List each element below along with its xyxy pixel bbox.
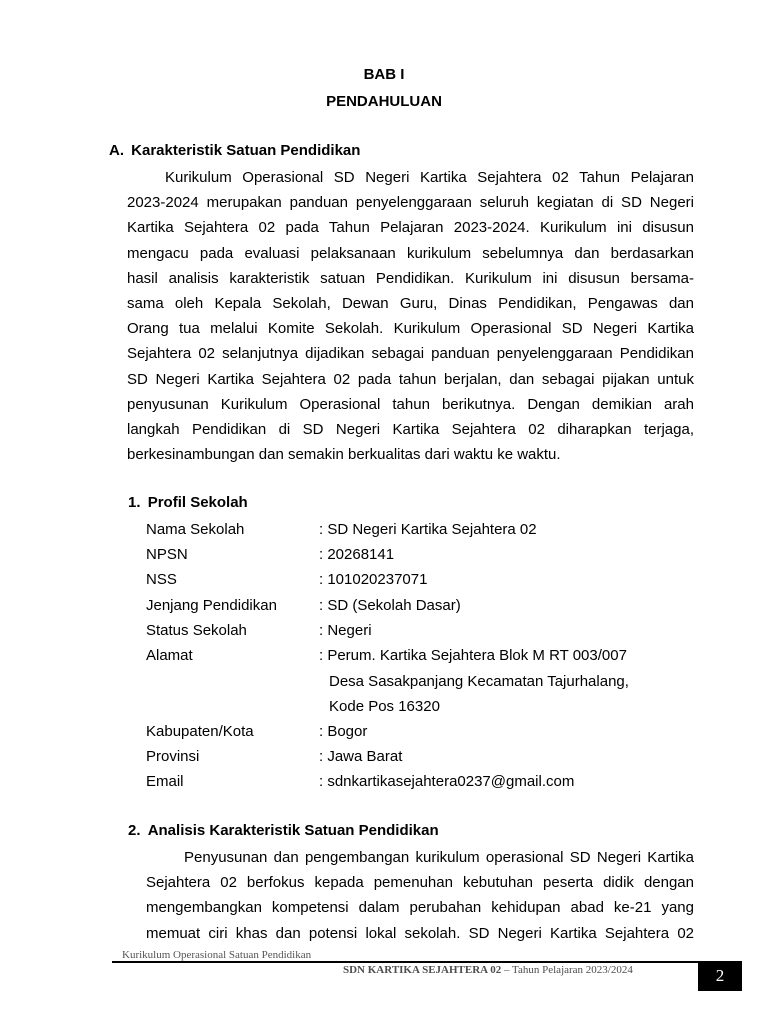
profil-label: Kabupaten/Kota: [146, 723, 254, 740]
profil-label: Email: [146, 773, 184, 790]
profil-label: Provinsi: [146, 748, 200, 765]
section-a-title: Karakteristik Satuan Pendidikan: [131, 142, 361, 159]
profil-label: Alamat: [146, 647, 193, 664]
profil-value: : SD (Sekolah Dasar): [319, 597, 461, 614]
profil-value: : sdnkartikasejahtera0237@gmail.com: [319, 773, 575, 790]
profil-value: : Bogor: [319, 723, 368, 740]
chapter-number: BAB I: [363, 66, 405, 83]
section-a-heading: [109, 142, 360, 159]
profil-title: Profil Sekolah: [147, 494, 248, 511]
footer-dash: –: [501, 964, 513, 976]
profil-value: : Jawa Barat: [319, 748, 403, 765]
profil-value: : SD Negeri Kartika Sejahtera 02: [319, 521, 537, 538]
paragraph-line: penyusunan Kurikulum Operasional tahun berikutnya. Dengan demikian arah: [127, 395, 694, 413]
paragraph-line: hasil analisis karakteristik satuan Pendidikan. Kurikulum ini disusun bersama-: [127, 269, 694, 287]
section-a-paragraph: [127, 165, 694, 467]
footer-school-name: SDN KARTIKA SEJAHTERA 02: [343, 964, 502, 976]
profil-heading: [128, 494, 248, 511]
analisis-number: 2.: [128, 822, 141, 839]
paragraph-line: SD Negeri Kartika Sejahtera 02 pada tahun berjalan, dan sebagai pijakan untuk: [127, 370, 694, 388]
address-continued-line: Desa Sasakpanjang Kecamatan Tajurhalang,: [329, 673, 629, 690]
analisis-heading: [128, 822, 439, 839]
profil-label: NPSN: [146, 546, 188, 563]
footer-document-title: Kurikulum Operasional Satuan Pendidikan: [122, 949, 312, 961]
profil-value: : Negeri: [319, 622, 372, 639]
paragraph-line: mengacu pada evaluasi pelaksanaan kurikulum sebelumnya dan berdasarkan: [127, 244, 694, 262]
profil-label: Jenjang Pendidikan: [146, 597, 277, 614]
analisis-paragraph: [146, 845, 694, 946]
chapter-title: PENDAHULUAN: [326, 93, 442, 110]
footer-year: Tahun Pelajaran 2023/2024: [512, 964, 633, 976]
paragraph-line: Sejahtera 02 berfokus kepada pemenuhan kebutuhan peserta didik dengan: [146, 874, 694, 892]
address-continued-line: Kode Pos 16320: [329, 698, 440, 715]
paragraph-line: 2023-2024 merupakan panduan penyelenggaraan seluruh kegiatan di SD Negeri: [127, 194, 694, 212]
paragraph-line: sama oleh Kepala Sekolah, Dewan Guru, Dinas Pendidikan, Pengawas dan: [127, 294, 694, 312]
paragraph-line: Kurikulum Operasional SD Negeri Kartika Sejahtera 02 Tahun Pelajaran: [165, 169, 694, 186]
paragraph-line: memuat ciri khas dan potensi lokal sekolah. SD Negeri Kartika Sejahtera 02: [146, 924, 694, 942]
paragraph-line: Orang tua melalui Komite Sekolah. Kurikulum Operasional SD Negeri Kartika: [127, 320, 694, 338]
section-a-marker: A.: [109, 142, 124, 159]
profil-value: : Perum. Kartika Sejahtera Blok M RT 003/007: [319, 647, 627, 664]
footer-school-year: [343, 964, 633, 976]
paragraph-line: Kartika Sejahtera 02 pada Tahun Pelajaran 2023-2024. Kurikulum ini disusun: [127, 219, 694, 237]
analisis-title: Analisis Karakteristik Satuan Pendidikan: [147, 822, 439, 839]
profil-value: : 101020237071: [319, 571, 428, 588]
paragraph-line: mengembangkan kompetensi dalam perubahan kehidupan abad ke-21 yang: [146, 899, 694, 917]
profil-value: : 20268141: [319, 546, 395, 563]
paragraph-line: langkah Pendidikan di SD Negeri Kartika Sejahtera 02 diharapkan terjaga,: [127, 420, 694, 438]
profil-label: Nama Sekolah: [146, 521, 245, 538]
profil-label: NSS: [146, 571, 177, 588]
paragraph-line: berkesinambungan dan semakin berkualitas dari waktu ke waktu.: [127, 446, 561, 464]
paragraph-line: Sejahtera 02 selanjutnya dijadikan sebagai panduan penyelenggaraan Pendidikan: [127, 345, 694, 363]
paragraph-line: Penyusunan dan pengembangan kurikulum operasional SD Negeri Kartika: [184, 849, 694, 866]
profil-label: Status Sekolah: [146, 622, 247, 639]
page-number: 2: [698, 961, 742, 991]
footer-rule: [112, 961, 698, 963]
profil-number: 1.: [128, 494, 141, 511]
